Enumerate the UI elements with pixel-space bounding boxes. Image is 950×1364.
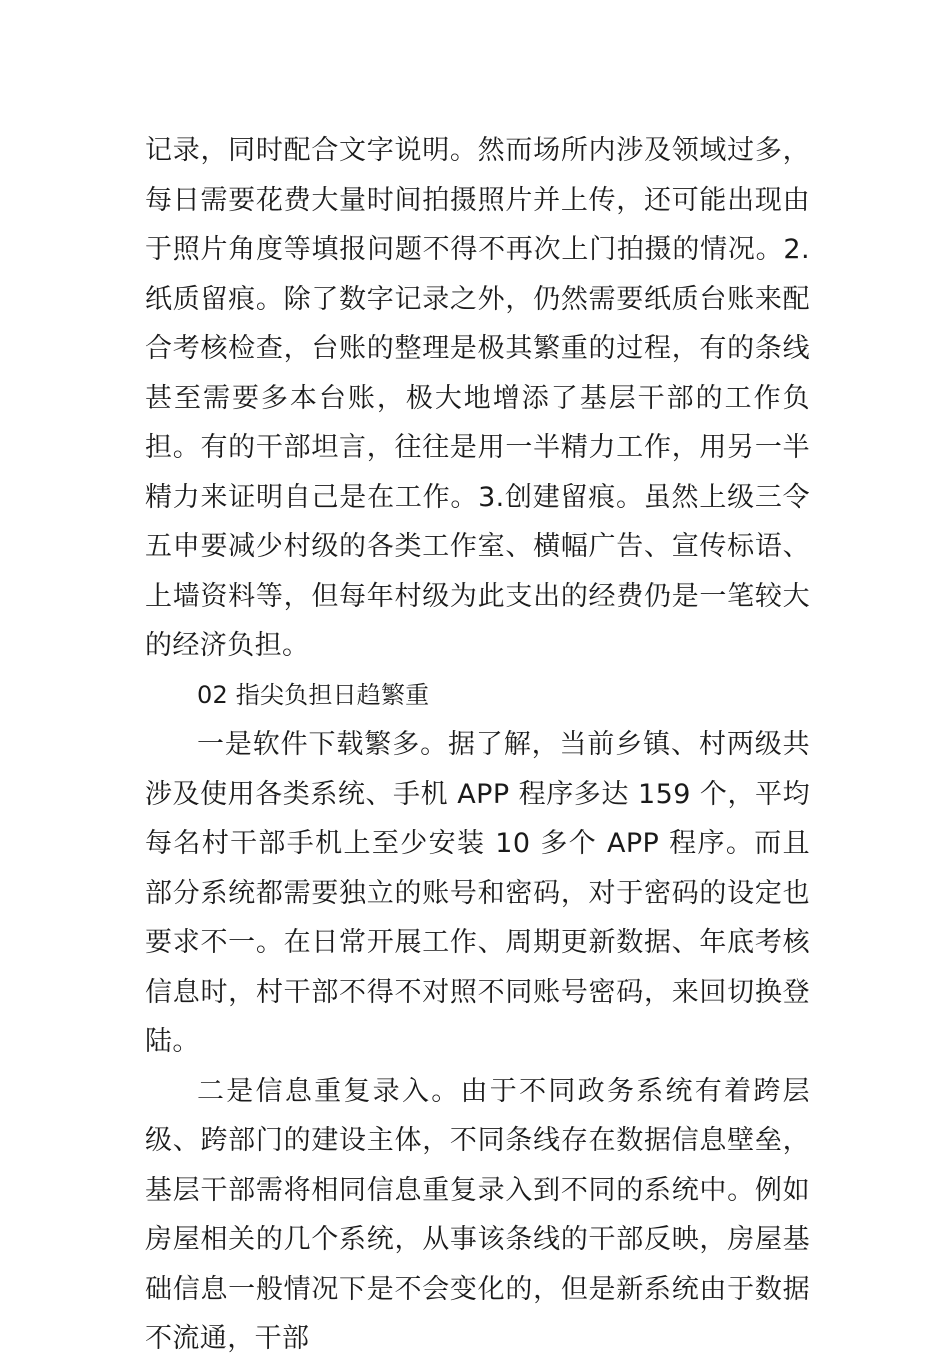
paragraph-continued: 记录，同时配合文字说明。然而场所内涉及领域过多，每日需要花费大量时间拍摄照片并上传，还可能出现由于照片角度等填报问题不得不再次上门拍摄的情况。2.纸质留痕。除了数字记录之外，仍然需要纸质台账来配合考核检查，台账的整理是极其繁重的过程，有的条线甚至需要多本台账，极大地增添了基层干部的工作负担。有的干部坦言，往往是用一半精力工作，用另一半精力来证明自己是在工作。3.创建留痕。虽然上级三令五申要减少村级的各类工作室、横幅广告、宣传标语、上墙资料等，但每年村级为此支出的经费仍是一笔较大的经济负担。 <box>145 135 810 661</box>
paragraph-software-downloads: 一是软件下载繁多。据了解，当前乡镇、村两级共涉及使用各类系统、手机 APP 程序多达 159 个，平均每名村干部手机上至少安装 10 多个 APP 程序。而且部分系统都需要独立的账号和密码，对于密码的设定也要求不一。在日常开展工作、周期更新数据、年底考核信息时，村干部不得不对照不同账号密码，来回切换登陆。 <box>145 729 810 1057</box>
document-body <box>145 126 810 1364</box>
section-heading: 02 指尖负担日趋繁重 <box>197 680 430 709</box>
paragraph-duplicate-entry: 二是信息重复录入。由于不同政务系统有着跨层级、跨部门的建设主体，不同条线存在数据信息壁垒，基层干部需将相同信息重复录入到不同的系统中。例如房屋相关的几个系统，从事该条线的干部反映，房屋基础信息一般情况下是不会变化的，但是新系统由于数据不流通，干部 <box>145 1075 810 1354</box>
